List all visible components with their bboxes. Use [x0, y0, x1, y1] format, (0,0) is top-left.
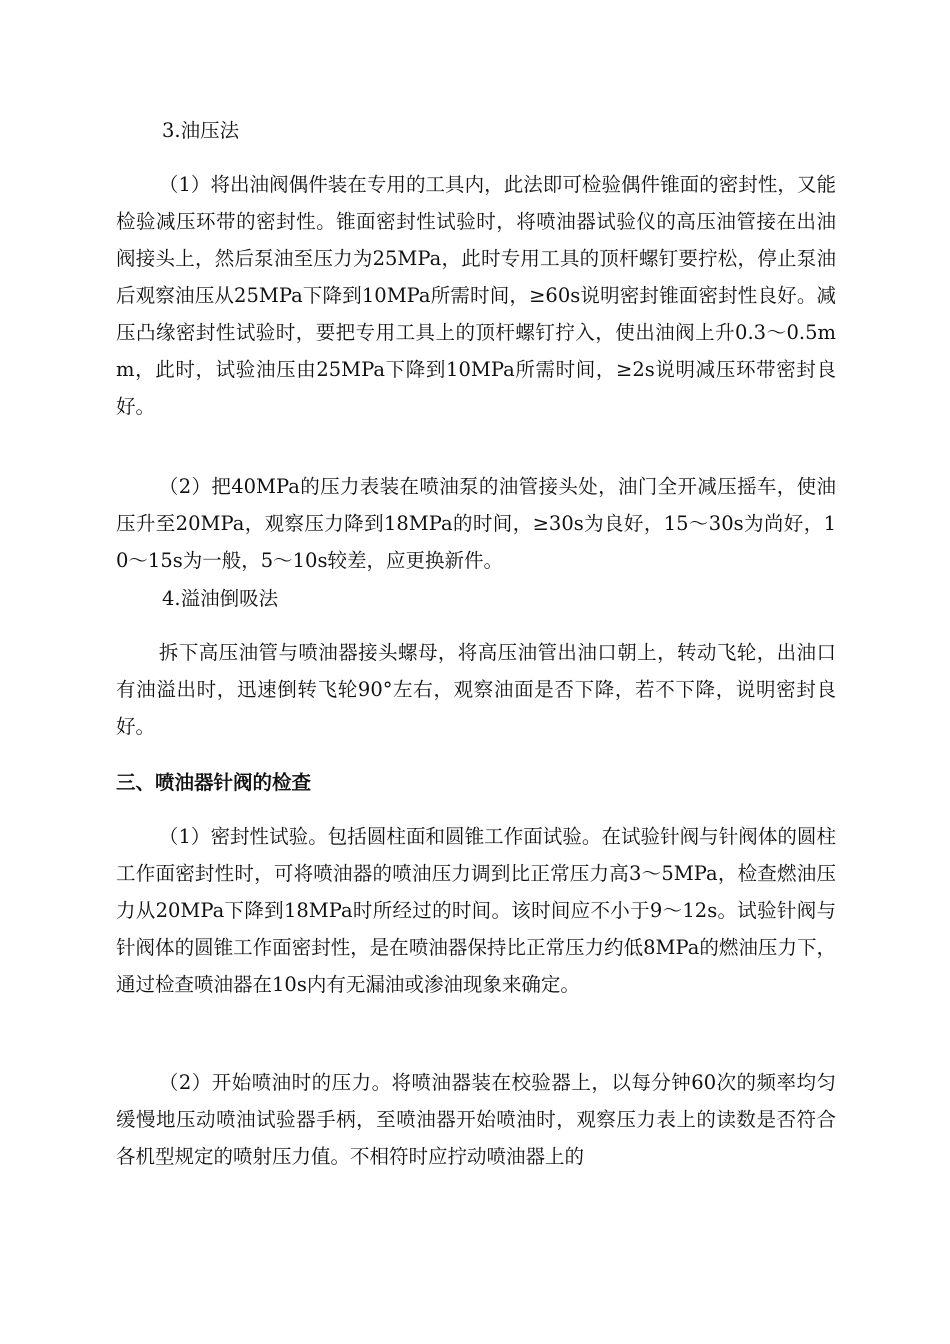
paragraph-oil-pressure-2: （2）把40MPa的压力表装在喷油泵的油管接头处，油门全开减压摇车，使油压升至20MPa，观察压力降到18MPa的时间，≥30s为良好，15～30s为尚好，10～15s为一般，5～10s较差，应更换新件。	[116, 475, 836, 572]
paragraph-needle-2: （2）开始喷油时的压力。将喷油器装在校验器上，以每分钟60次的频率均匀缓慢地压动喷油试验器手柄，至喷油器开始喷油时，观察压力表上的读数是否符合各机型规定的喷射压力值。不相符时应拧动喷油器上的	[116, 1071, 836, 1168]
section-title-oil-pressure: 3.油压法	[162, 119, 240, 142]
section-heading-needle-valve: 三、喷油器针阀的检查	[116, 771, 312, 794]
section-title-overflow: 4.溢油倒吸法	[162, 587, 279, 610]
paragraph-overflow-1: 拆下高压油管与喷油器接头螺母，将高压油管出油口朝上，转动飞轮，出油口有油溢出时，迅速倒转飞轮90°左右，观察油面是否下降，若不下降，说明密封良好。	[116, 641, 836, 738]
paragraph-oil-pressure-1: （1）将出油阀偶件装在专用的工具内，此法即可检验偶件锥面的密封性，又能检验减压环带的密封性。锥面密封性试验时，将喷油器试验仪的高压油管接在出油阀接头上，然后泵油至压力为25MPa，此时专用工具的顶杆螺钉要拧松，停止泵油后观察油压从25MPa下降到10MPa所需时间，≥60s说明密封锥面密封性良好。减压凸缘密封性试验时，要把专用工具上的顶杆螺钉拧入，使出油阀上升0.3～0.5mm，此时，试验油压由25MPa下降到10MPa所需时间，≥2s说明减压环带密封良好。	[116, 173, 836, 418]
paragraph-needle-1: （1）密封性试验。包括圆柱面和圆锥工作面试验。在试验针阀与针阀体的圆柱工作面密封性时，可将喷油器的喷油压力调到比正常压力高3～5MPa，检查燃油压力从20MPa下降到18MPa时所经过的时间。该时间应不小于9～12s。试验针阀与针阀体的圆锥工作面密封性，是在喷油器保持比正常压力约低8MPa的燃油压力下，通过检查喷油器在10s内有无漏油或渗油现象来确定。	[116, 825, 836, 996]
